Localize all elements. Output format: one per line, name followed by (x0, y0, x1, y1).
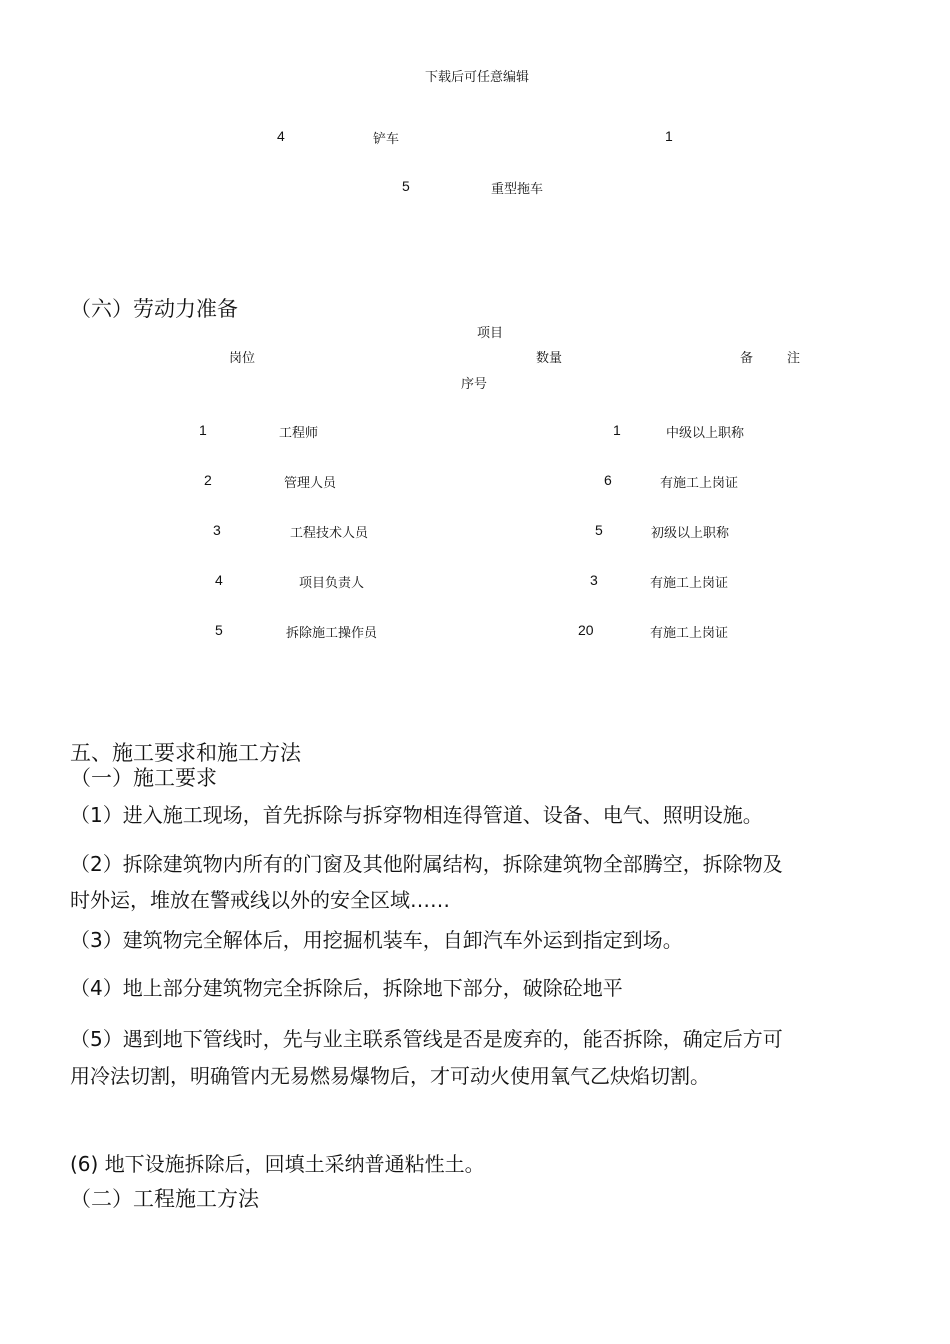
row-qty: 1 (613, 422, 621, 438)
row-post: 管理人员 (284, 476, 337, 491)
row-no: 3 (213, 522, 221, 538)
subsection-title: （二）工程施工方法 (70, 1187, 259, 1211)
row-remark: 有施工上岗证 (660, 476, 739, 491)
row-no: 2 (204, 472, 212, 488)
header-post: 岗位 (229, 351, 256, 366)
row-qty: 6 (604, 472, 612, 488)
paragraph-1: （1）进入施工现场，首先拆除与拆穿物相连得管道、设备、电气、照明设施。 (70, 803, 763, 827)
paragraph-5-line-1: （5）遇到地下管线时，先与业主联系管线是否是废弃的，能否拆除，确定后方可 (70, 1027, 783, 1051)
header-remark-b: 注 (787, 351, 801, 366)
paragraph-5-line-2: 用冷法切割，明确管内无易燃易爆物后，才可动火使用氧气乙炔焰切割。 (70, 1064, 710, 1088)
row-post: 工程技术人员 (290, 526, 369, 541)
row-no: 1 (199, 422, 207, 438)
row-remark: 有施工上岗证 (650, 576, 729, 591)
row-remark: 有施工上岗证 (650, 626, 729, 641)
paragraph-2-line-1: （2）拆除建筑物内所有的门窗及其他附属结构，拆除建筑物全部腾空，拆除物及 (70, 852, 783, 876)
row-qty: 20 (578, 622, 594, 638)
row-remark: 中级以上职称 (666, 426, 745, 441)
equipment-no: 5 (402, 178, 410, 194)
row-no: 4 (215, 572, 223, 588)
row-qty: 3 (590, 572, 598, 588)
header-qty: 数量 (536, 351, 563, 366)
equipment-qty: 1 (665, 128, 673, 144)
labor-title: （六）劳动力准备 (70, 297, 238, 321)
equipment-name: 重型拖车 (491, 182, 544, 197)
paragraph-6: (6) 地下设施拆除后，回填土采纳普通粘性土。 (70, 1152, 485, 1176)
paragraph-4: （4）地上部分建筑物完全拆除后，拆除地下部分，破除砼地平 (70, 976, 623, 1000)
header-remark-a: 备 (740, 351, 754, 366)
paragraph-2-line-2: 时外运，堆放在警戒线以外的安全区域…… (70, 888, 450, 912)
header-item: 项目 (477, 326, 504, 341)
row-post: 拆除施工操作员 (286, 626, 378, 641)
row-post: 项目负责人 (299, 576, 365, 591)
row-no: 5 (215, 622, 223, 638)
header-seq: 序号 (461, 377, 488, 392)
row-qty: 5 (595, 522, 603, 538)
subsection-title: （一）施工要求 (70, 766, 217, 790)
row-post: 工程师 (279, 426, 319, 441)
equipment-name: 铲车 (373, 132, 400, 147)
equipment-no: 4 (277, 128, 285, 144)
section-title: 五、施工要求和施工方法 (70, 741, 301, 765)
header-note: 下载后可任意编辑 (425, 70, 530, 85)
paragraph-3: （3）建筑物完全解体后，用挖掘机装车，自卸汽车外运到指定到场。 (70, 928, 683, 952)
row-remark: 初级以上职称 (651, 526, 730, 541)
